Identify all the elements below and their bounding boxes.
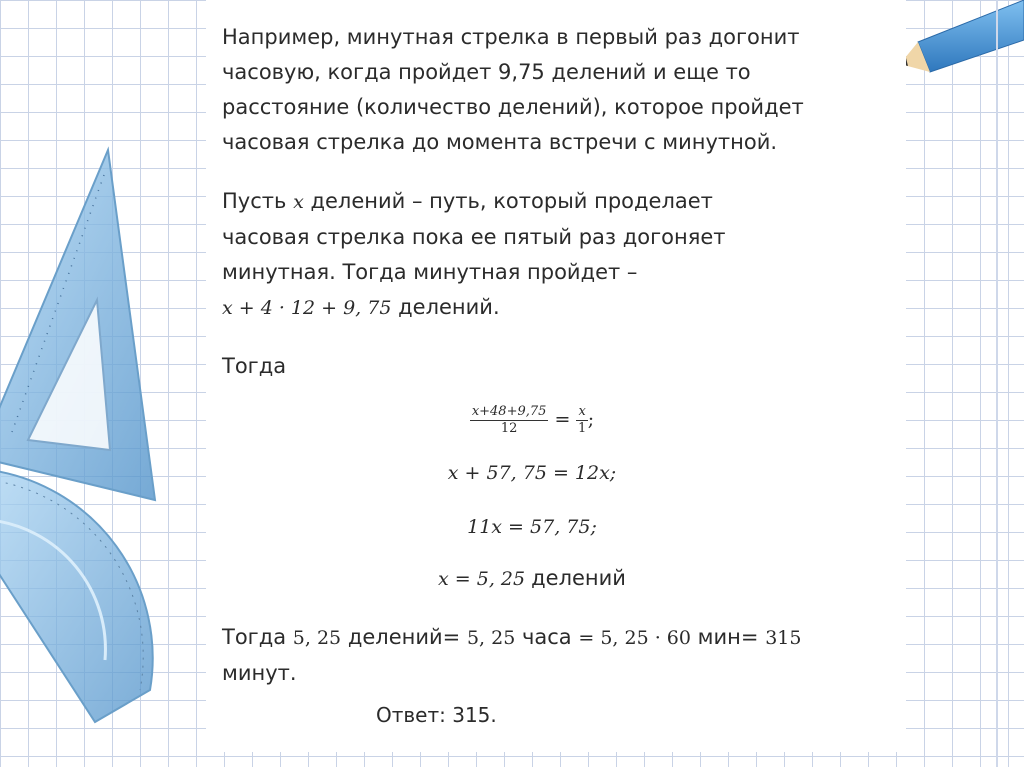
equation-3 bbox=[222, 516, 842, 538]
togda-heading bbox=[222, 349, 922, 384]
answer: Ответ: 315. bbox=[376, 703, 497, 727]
setup-word: Пусть bbox=[222, 189, 287, 213]
equation-1 bbox=[222, 404, 842, 437]
togda-text: Тогда bbox=[222, 354, 287, 378]
conclusion-value-3: = 5, 25 · 60 bbox=[578, 627, 691, 649]
equation-1-end: ; bbox=[587, 408, 595, 431]
conclusion-word-3: часа bbox=[521, 625, 572, 649]
intro-line-2: часовую, когда пройдет 9,75 делений и еще то bbox=[222, 60, 751, 84]
equation-4-math: x = 5, 25 bbox=[438, 568, 526, 590]
equation-3-text: 11x = 57, 75; bbox=[467, 516, 597, 538]
conclusion-value-4: 315 bbox=[765, 627, 802, 649]
intro-line-4: часовая стрелка до момента встречи с минутной. bbox=[222, 130, 778, 154]
setup-line-4: делений. bbox=[398, 295, 500, 319]
setup-line-2: часовая стрелка пока ее пятый раз догоняет bbox=[222, 225, 726, 249]
fraction-left-numerator: x+48+9,75 bbox=[471, 404, 547, 419]
paragraph-setup bbox=[222, 184, 922, 326]
set-square-icon bbox=[0, 150, 155, 500]
equation-4 bbox=[222, 566, 842, 590]
conclusion-word-4: мин= bbox=[697, 625, 759, 649]
conclusion-word-2: делений= bbox=[347, 625, 461, 649]
fraction-right-denominator: 1 bbox=[577, 421, 587, 436]
fraction-left bbox=[470, 404, 549, 437]
fraction-right-numerator: x bbox=[578, 404, 586, 419]
fraction-left-denominator: 12 bbox=[500, 421, 518, 436]
paragraph-conclusion bbox=[222, 620, 922, 691]
variable-x: x bbox=[293, 191, 304, 213]
margin-line bbox=[996, 0, 998, 767]
equation-4-word: делений bbox=[531, 566, 626, 590]
fraction-right bbox=[576, 404, 587, 437]
conclusion-value-2: 5, 25 bbox=[466, 627, 516, 649]
intro-line-1: Например, минутная стрелка в первый раз догонит bbox=[222, 25, 800, 49]
intro-line-3: расстояние (количество делений), которое пройдет bbox=[222, 95, 804, 119]
conclusion-word-1: Тогда bbox=[222, 625, 287, 649]
setup-line-1: делений – путь, который проделает bbox=[310, 189, 713, 213]
equals-sign: = bbox=[554, 408, 571, 431]
minute-path-expression: x + 4 · 12 + 9, 75 bbox=[222, 297, 392, 319]
setup-line-3: минутная. Тогда минутная пройдет – bbox=[222, 260, 638, 284]
conclusion-line-2: минут. bbox=[222, 661, 297, 685]
equation-2-text: x + 57, 75 = 12x; bbox=[447, 462, 617, 484]
conclusion-value-1: 5, 25 bbox=[292, 627, 342, 649]
paragraph-intro bbox=[222, 20, 922, 160]
equation-2 bbox=[222, 462, 842, 484]
protractor-icon bbox=[0, 470, 153, 722]
